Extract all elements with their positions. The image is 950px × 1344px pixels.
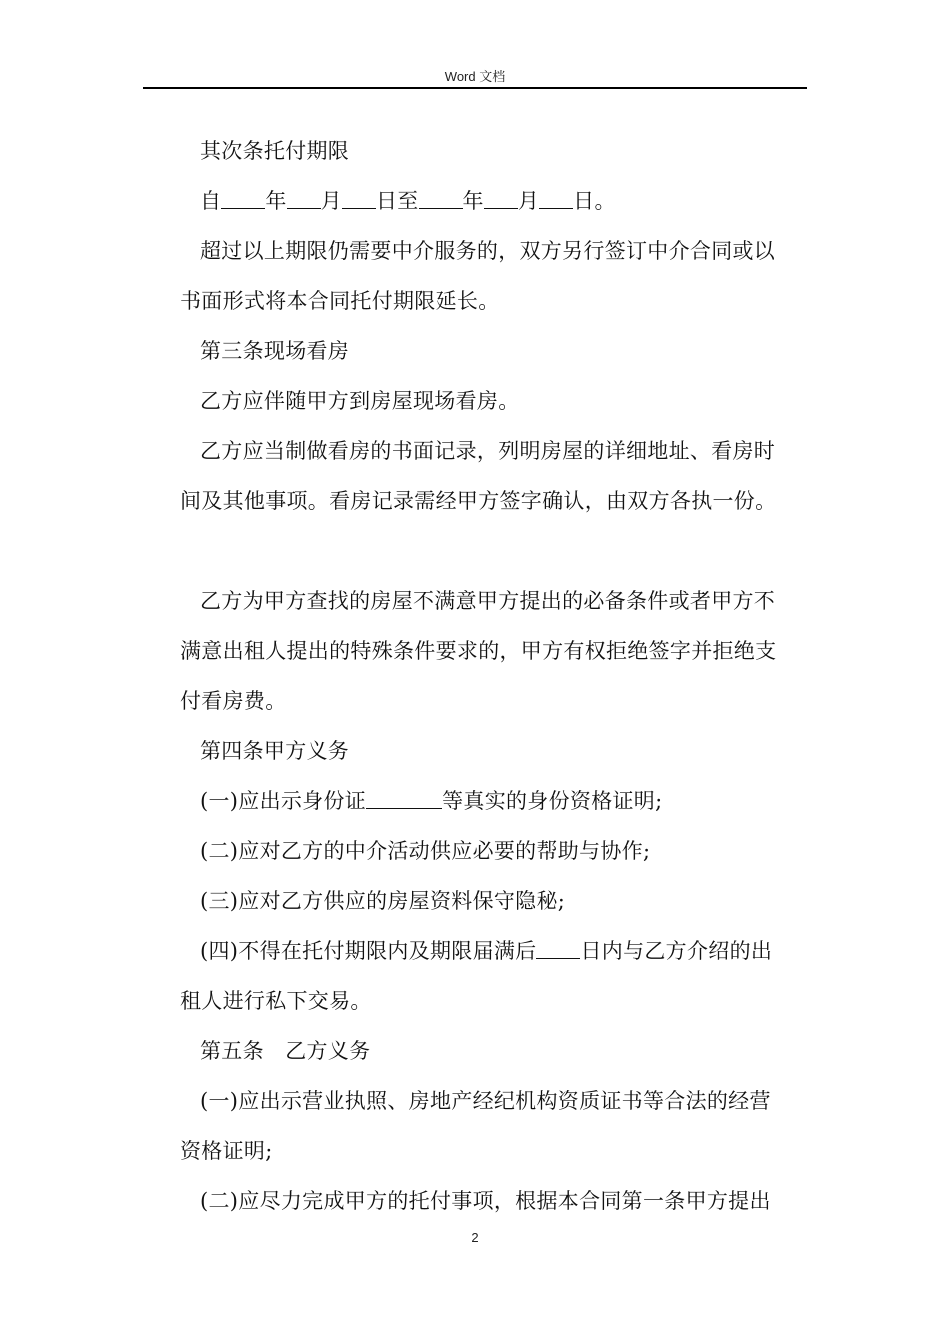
blank-end-day[interactable] <box>539 190 573 209</box>
blank-end-month[interactable] <box>484 190 518 209</box>
clause-line: (一)应出示身份证 等真实的身份资格证明; <box>200 789 663 813</box>
paragraph-line: 租人进行私下交易。 <box>180 989 372 1013</box>
paragraph-line: 乙方应伴随甲方到房屋现场看房。 <box>200 389 520 413</box>
header-rule <box>143 87 807 89</box>
paragraph-line: 付看房费。 <box>180 689 287 713</box>
blank-end-year[interactable] <box>419 190 463 209</box>
clause-line: (一)应出示营业执照、房地产经纪机构资质证书等合法的经营 <box>200 1089 771 1113</box>
clause-line: (二)应尽力完成甲方的托付事项，根据本合同第一条甲方提出 <box>200 1189 771 1213</box>
paragraph-line: 间及其他事项。看房记录需经甲方签字确认，由双方各执一份。 <box>180 489 777 513</box>
term-dates-line: 自 年 月 日至 年 月 日。 <box>200 189 616 213</box>
blank-days[interactable] <box>536 940 580 959</box>
page-number: 2 <box>471 1230 479 1245</box>
article-4-heading: 第四条甲方义务 <box>200 739 350 763</box>
clause-line: (四)不得在托付期限内及期限届满后 日内与乙方介绍的出 <box>200 939 773 963</box>
blank-spacer <box>180 526 800 576</box>
article-3-heading: 第三条现场看房 <box>200 339 350 363</box>
paragraph-line: 资格证明; <box>180 1139 273 1163</box>
paragraph-line: 乙方为甲方查找的房屋不满意甲方提出的必备条件或者甲方不 <box>200 589 776 613</box>
page-header: Word 文档 <box>444 69 506 84</box>
paragraph-line: 满意出租人提出的特殊条件要求的，甲方有权拒绝签字并拒绝支 <box>180 639 777 663</box>
blank-start-month[interactable] <box>287 190 321 209</box>
document-body <box>180 126 800 1226</box>
clause-line: (二)应对乙方的中介活动供应必要的帮助与协作; <box>200 839 651 863</box>
blank-id-document[interactable] <box>366 790 442 809</box>
paragraph-line: 书面形式将本合同托付期限延长。 <box>180 289 500 313</box>
blank-start-year[interactable] <box>221 190 265 209</box>
clause-line: (三)应对乙方供应的房屋资料保守隐秘; <box>200 889 566 913</box>
article-2-heading: 其次条托付期限 <box>200 139 350 163</box>
article-5-heading: 第五条 乙方义务 <box>200 1039 371 1063</box>
paragraph-line: 超过以上期限仍需要中介服务的，双方另行签订中介合同或以 <box>200 239 776 263</box>
blank-start-day[interactable] <box>342 190 376 209</box>
paragraph-line: 乙方应当制做看房的书面记录，列明房屋的详细地址、看房时 <box>200 439 776 463</box>
